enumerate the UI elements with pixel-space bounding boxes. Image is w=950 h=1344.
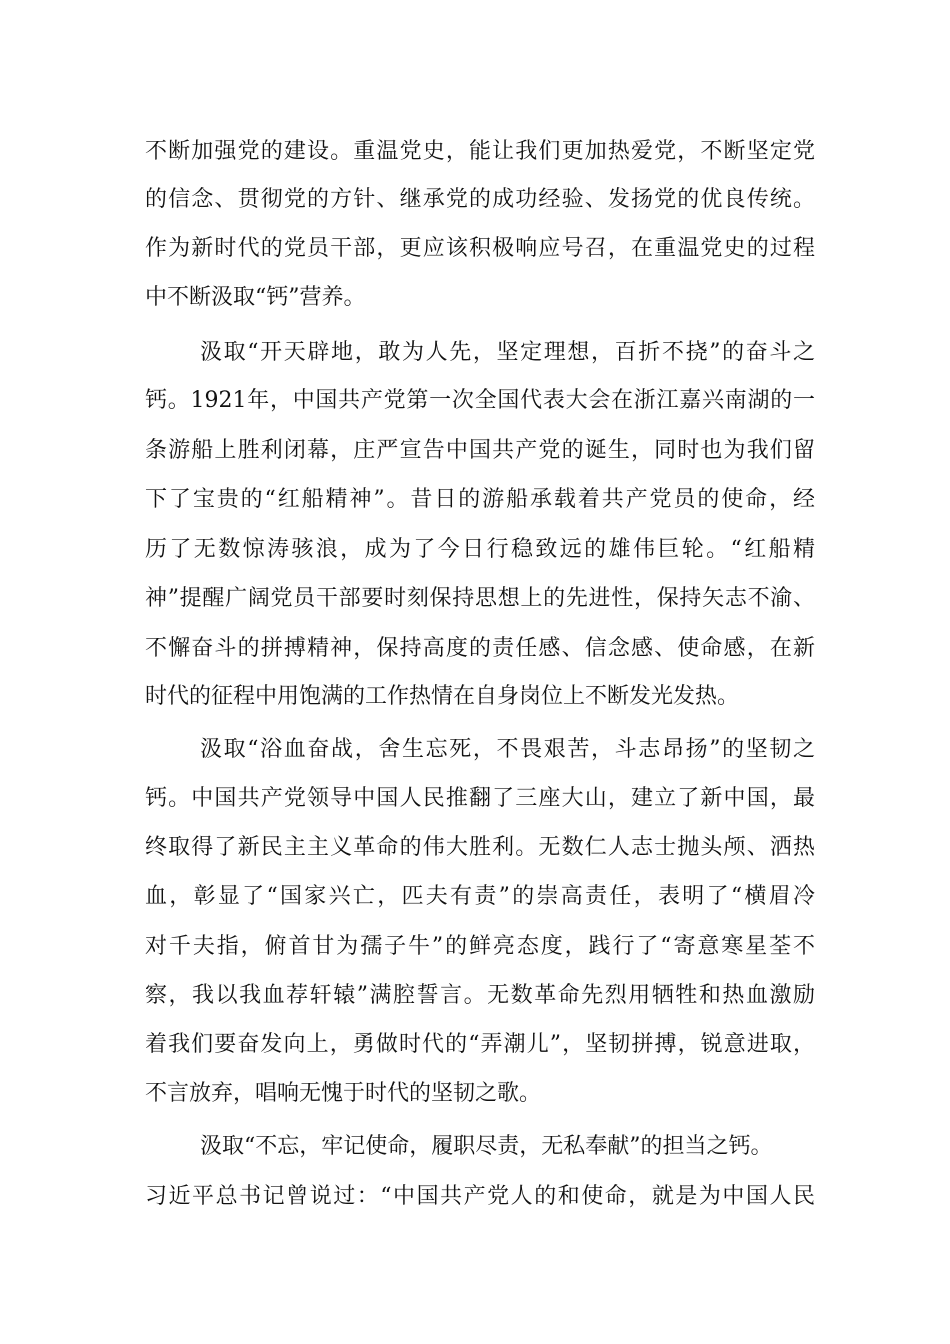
text-line: 不断加强党的建设。重温党史，能让我们更加热爱党，不断坚定党 [145, 139, 815, 164]
text-line: 中不断汲取“钙”营养。 [145, 285, 366, 310]
text-line: 神”提醒广阔党员干部要时刻保持思想上的先进性，保持矢志不渝、 [145, 586, 815, 611]
text-line: 历了无数惊涛骇浪，成为了今日行稳致远的雄伟巨轮。“红船精 [145, 537, 815, 562]
text-line: 下了宝贵的“红船精神”。昔日的游船承载着共产党员的使命，经 [145, 487, 815, 512]
paragraph-first-line: 汲取“浴血奋战，舍生忘死，不畏艰苦，斗志昂扬”的坚韧之 [200, 737, 815, 762]
text-line: 习近平总书记曾说过：“中国共产党人的和使命，就是为中国人民 [145, 1184, 815, 1209]
text-line: 着我们要奋发向上，勇做时代的“弄潮儿”，坚韧拼搏，锐意进取， [145, 1032, 815, 1057]
text-line: 不懈奋斗的拼搏精神，保持高度的责任感、信念感、使命感，在新 [145, 636, 815, 661]
text-line: 条游船上胜利闭幕，庄严宣告中国共产党的诞生，同时也为我们留 [145, 438, 815, 463]
paragraph-first-line: 汲取“不忘，牢记使命，履职尽责，无私奉献”的担当之钙。 [200, 1134, 773, 1159]
text-line: 察，我以我血荐轩辕”满腔誓言。无数革命先烈用牺牲和热血激励 [145, 983, 815, 1008]
text-line: 作为新时代的党员干部，更应该积极响应号召，在重温党史的过程 [145, 236, 815, 261]
text-line: 不言放弃，唱响无愧于时代的坚韧之歌。 [145, 1081, 542, 1106]
text-line: 的信念、贯彻党的方针、继承党的成功经验、发扬党的优良传统。 [145, 187, 815, 212]
text-line: 钙。中国共产党领导中国人民推翻了三座大山，建立了新中国，最 [145, 786, 815, 811]
paragraph-first-line: 汲取“开天辟地，敢为人先，坚定理想，百折不挠”的奋斗之 [200, 340, 815, 365]
text-line: 血，彰显了“国家兴亡，匹夫有责”的崇高责任，表明了“横眉冷 [145, 884, 815, 909]
text-line: 钙。1921年，中国共产党第一次全国代表大会在浙江嘉兴南湖的一 [145, 388, 815, 413]
text-line: 时代的征程中用饱满的工作热情在自身岗位上不断发光发热。 [145, 684, 740, 709]
text-line: 对千夫指，俯首甘为孺子牛”的鲜亮态度，践行了“寄意寒星荃不 [145, 934, 815, 959]
text-line: 终取得了新民主主义革命的伟大胜利。无数仁人志士抛头颅、洒热 [145, 835, 815, 860]
